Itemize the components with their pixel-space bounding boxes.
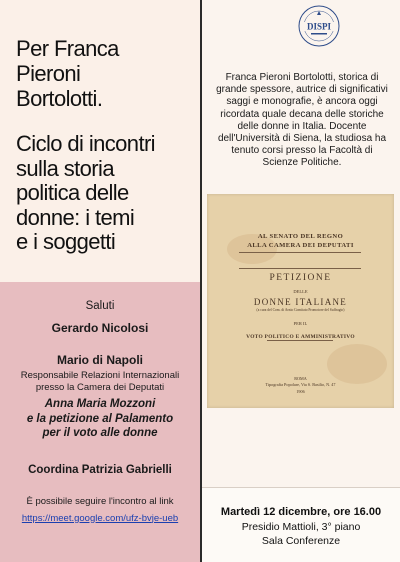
event-place: Presidio Mattioli, 3° piano [241, 521, 361, 533]
petition-city: ROMA [294, 376, 307, 381]
saluti-name: Gerardo Nicolosi [51, 321, 149, 335]
event-room: Sala Conferenze [261, 535, 341, 547]
bio-line: tenuto corsi presso la Facoltà di [231, 145, 373, 157]
talk-title-line: per il voto alle donne [42, 427, 158, 439]
petition-rule [239, 268, 361, 269]
university-seal-icon [297, 4, 341, 48]
historic-petition-image [207, 194, 394, 408]
title-line: Per Franca [16, 36, 119, 61]
speaker-role-line: Responsabile Relazioni Internazionali [20, 370, 180, 381]
petition-voto: VOTO POLITICO E AMMINISTRATIVO [246, 334, 355, 340]
cycle-line: e i soggetti [16, 229, 116, 254]
talk-title-line: e la petizione al Palamento [26, 412, 174, 425]
program [8, 298, 192, 526]
bio-line: Franca Pieroni Bortolotti, storica di [225, 72, 379, 83]
petition-address: AL SENATO DEL REGNO [257, 233, 344, 240]
bio-line: grande spessore, autrice di significativi [216, 84, 388, 96]
speaker-role [8, 370, 192, 394]
link-label: È possibile seguire l'incontro al link [26, 495, 174, 507]
petition-address: ALLA CAMERA DEI DEPUTATI [247, 242, 354, 249]
petition-rule [267, 340, 333, 341]
cycle-title [16, 132, 196, 255]
cycle-line: politica delle [16, 180, 129, 205]
cycle-line: Ciclo di incontri [16, 131, 155, 156]
petition-printer: Tipografia Popolare, Via S. Basilio, N. 47 [265, 381, 336, 387]
meeting-link[interactable]: https://meet.google.com/ufz-bvje-ueb [21, 512, 179, 524]
cycle-line: sulla storia [16, 155, 114, 181]
logo-text: DISPI [306, 21, 332, 32]
saluti-label: Saluti [85, 300, 115, 312]
petition-delle: DELLE [293, 289, 308, 294]
bio-line: delle donne in Italia. Docente [237, 120, 367, 132]
coordinator: Coordina Patrizia Gabrielli [28, 463, 172, 476]
event-date: Martedì 12 dicembre, ore 16.00 [220, 506, 382, 518]
petition-per-il: PER IL [293, 321, 308, 326]
petition-donne: DONNE ITALIANE [253, 297, 348, 307]
petition-year: 1906 [296, 389, 305, 394]
cycle-line: donne: i temi [16, 204, 135, 230]
talk-title-line: Anna Maria Mozzoni [44, 398, 156, 410]
speaker-role-line: presso la Camera dei Deputati [35, 382, 165, 393]
bio-line: Scienze Politiche. [262, 157, 342, 169]
title-line: Pieroni [16, 61, 81, 86]
petition-rule [239, 252, 361, 253]
bio-line: saggi e monografie, è ancora oggi [226, 96, 378, 108]
petition-subtitle: (a cura del Com. di Arnio Comitato Promotore del Suffragio) [256, 308, 345, 312]
petition-text [207, 194, 394, 395]
petition-heading: PETIZIONE [269, 273, 332, 283]
biography [214, 72, 390, 170]
speaker-name: Mario di Napoli [56, 353, 143, 367]
dedication-title [16, 36, 196, 111]
bio-line: ricordata quale decana delle storiche [220, 108, 384, 120]
talk-title [8, 397, 192, 441]
bio-line: dell'Università di Siena, la studiosa ha [217, 133, 387, 145]
title-line: Bortolotti. [16, 86, 103, 111]
